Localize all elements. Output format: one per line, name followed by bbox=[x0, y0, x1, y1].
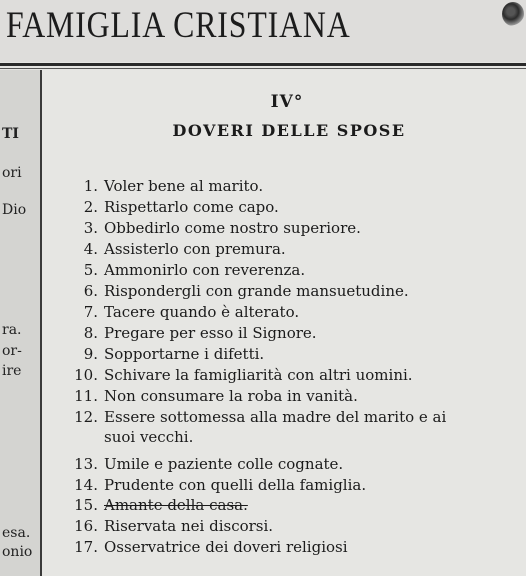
masthead bbox=[0, 0, 526, 62]
section-numeral: IV° bbox=[270, 92, 304, 112]
duty-number: 2. bbox=[83, 198, 98, 216]
duty-number: 6. bbox=[83, 282, 98, 300]
duty-number: 14. bbox=[74, 476, 98, 494]
duty-item bbox=[64, 239, 524, 259]
duty-item bbox=[64, 365, 524, 385]
duty-item bbox=[64, 475, 524, 495]
duty-text: Rispondergli con grande mansuetudine. bbox=[104, 282, 409, 300]
duty-number: 7. bbox=[83, 303, 98, 321]
duty-text: Prudente con quelli della famiglia. bbox=[104, 476, 367, 494]
duty-item bbox=[64, 302, 524, 322]
ornament-icon bbox=[502, 2, 524, 26]
duty-item bbox=[64, 454, 524, 474]
duty-text: Assisterlo con premura. bbox=[104, 240, 286, 258]
duty-item bbox=[64, 537, 524, 557]
duty-number: 11. bbox=[74, 387, 98, 405]
duty-text: Non consumare la roba in vanità. bbox=[104, 387, 358, 405]
left-column-fragment: onio bbox=[2, 544, 33, 560]
duty-number: 13. bbox=[74, 455, 98, 473]
left-column bbox=[0, 70, 40, 576]
duty-text-continuation: suoi vecchi. bbox=[104, 428, 194, 446]
duty-number: 17. bbox=[74, 538, 98, 556]
duty-number: 9. bbox=[83, 345, 98, 363]
duty-number: 15. bbox=[74, 496, 98, 514]
duty-item bbox=[64, 386, 524, 406]
duty-item bbox=[64, 495, 524, 515]
duty-number: 16. bbox=[74, 517, 98, 535]
duty-text: Voler bene al marito. bbox=[104, 177, 264, 195]
left-column-fragment: ra. bbox=[2, 322, 22, 338]
duty-text: Riservata nei discorsi. bbox=[104, 517, 274, 535]
masthead-rule-thick bbox=[0, 63, 526, 66]
duty-item bbox=[64, 516, 524, 536]
duty-number: 5. bbox=[83, 261, 98, 279]
duty-text: Osservatrice dei doveri religiosi bbox=[104, 538, 348, 556]
article-column bbox=[42, 70, 526, 576]
duty-text: Amante della casa. bbox=[104, 496, 248, 514]
duty-text: Ammonirlo con reverenza. bbox=[104, 261, 306, 279]
masthead-title: FAMIGLIA CRISTIANA bbox=[6, 5, 351, 46]
left-column-fragment: esa. bbox=[2, 525, 31, 541]
duty-text: Obbedirlo come nostro superiore. bbox=[104, 219, 361, 237]
left-column-fragment: TI bbox=[2, 126, 19, 142]
duty-number: 10. bbox=[74, 366, 98, 384]
duty-text: Sopportarne i difetti. bbox=[104, 345, 265, 363]
left-column-fragment: or- bbox=[2, 343, 22, 359]
duty-item bbox=[64, 218, 524, 238]
duty-item bbox=[64, 260, 524, 280]
duty-number: 4. bbox=[83, 240, 98, 258]
duty-number: 8. bbox=[83, 324, 98, 342]
duty-number: 1. bbox=[83, 177, 98, 195]
left-column-fragment: ori bbox=[2, 165, 22, 181]
duty-text: Umile e paziente colle cognate. bbox=[104, 455, 344, 473]
duty-number: 3. bbox=[83, 219, 98, 237]
duty-text: Pregare per esso il Signore. bbox=[104, 324, 317, 342]
duty-item bbox=[64, 407, 524, 446]
duty-text: Tacere quando è alterato. bbox=[104, 303, 300, 321]
left-column-fragment: Dio bbox=[2, 202, 27, 218]
duty-item bbox=[64, 344, 524, 364]
left-column-fragment: ire bbox=[2, 363, 22, 379]
section-title: DOVERI DELLE SPOSE bbox=[172, 121, 406, 140]
duty-text: Schivare la famigliarità con altri uomini. bbox=[104, 366, 413, 384]
duty-text: Essere sottomessa alla madre del marito e ai bbox=[104, 408, 447, 426]
duty-text: Rispettarlo come capo. bbox=[104, 198, 279, 216]
duty-number: 12. bbox=[74, 408, 98, 426]
masthead-rule-thin bbox=[0, 68, 526, 69]
duty-item bbox=[64, 281, 524, 301]
duty-item bbox=[64, 197, 524, 217]
duty-item bbox=[64, 323, 524, 343]
duty-item bbox=[64, 176, 524, 196]
